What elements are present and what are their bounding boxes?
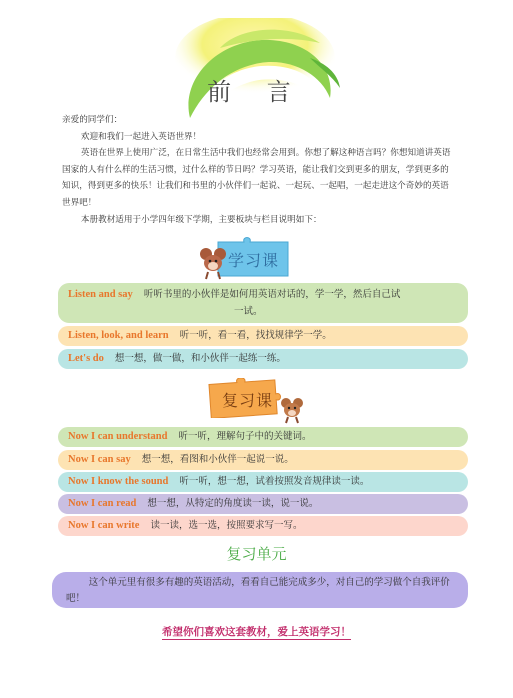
row-english-label: Now I know the sound (68, 476, 169, 487)
mouse-mascot-icon (196, 246, 230, 280)
learning-row-listen-look-learn (58, 326, 468, 346)
row-description: 想一想，从特定的角度读一读，说一说。 (147, 498, 319, 509)
review-row-sound (58, 472, 468, 492)
row-description: 读一读，选一选，按照要求写一写。 (150, 520, 303, 531)
review-row-write (58, 516, 468, 536)
intro-paragraph-3: 本册教材适用于小学四年级下学期，主要板块与栏目说明如下： (80, 214, 322, 225)
review-unit-box (52, 572, 468, 608)
row-description: 听听书里的小伙伴是如何用英语对话的，学一学，然后自己试 (143, 289, 401, 300)
row-english-label: Listen and say (68, 289, 133, 300)
page-title: 前 言 (207, 78, 305, 106)
row-description: 听一听，看一看，找找规律学一学。 (179, 330, 332, 341)
row-english-label: Now I can read (68, 498, 137, 509)
footer-slogan (0, 624, 513, 639)
row-description: 想一想，做一做，和小伙伴一起练一练。 (114, 353, 286, 364)
row-english-label: Now I can write (68, 520, 140, 531)
review-unit-text: 这个单元里有很多有趣的英语活动，看看自己能完成多少，对自己的学习做个自我评价吧！ (66, 577, 450, 604)
row-description-continued: 一试。 (234, 306, 263, 317)
learning-section-title: 学习课 (228, 251, 280, 270)
row-english-label: Now I can say (68, 454, 131, 465)
row-description: 想一想，看图和小伙伴一起说一说。 (141, 454, 294, 465)
learning-row-listen-and-say (58, 283, 468, 323)
mouse-mascot-icon (278, 396, 306, 424)
review-section-title: 复习课 (222, 391, 274, 410)
intro-paragraph-1: 欢迎和我们一起进入英语世界！ (80, 131, 202, 142)
review-row-read (58, 494, 468, 514)
intro-paragraph-2: 英语在世界上使用广泛，在日常生活中我们也经常会用到。你想了解这种语言吗？你想知道讲英语国家的人有什么样的生活习惯，过什么样的节日吗？学习英语，能让我们交到更多的朋友，学到更多的知识，得到更多的快乐！让我们和书里的小伙伴们一起说、一起玩、一起唱，一起走进这个奇妙的英语世界吧！ (62, 148, 451, 208)
review-row-say (58, 450, 468, 470)
review-row-understand (58, 427, 468, 447)
row-english-label: Listen, look, and learn (68, 330, 169, 341)
learning-row-lets-do (58, 349, 468, 369)
review-unit-title: 复习单元 (226, 545, 287, 563)
greeting: 亲爱的同学们： (62, 115, 123, 125)
intro-text (62, 112, 456, 228)
row-description: 听一听，理解句子中的关键词。 (178, 431, 312, 442)
row-english-label: Let's do (68, 353, 104, 364)
row-description: 听一听，想一想，试着按照发音规律读一读。 (179, 476, 370, 487)
row-english-label: Now I can understand (68, 431, 168, 442)
footer-text: 希望你们喜欢这套教材，爱上英语学习！ (162, 626, 351, 638)
